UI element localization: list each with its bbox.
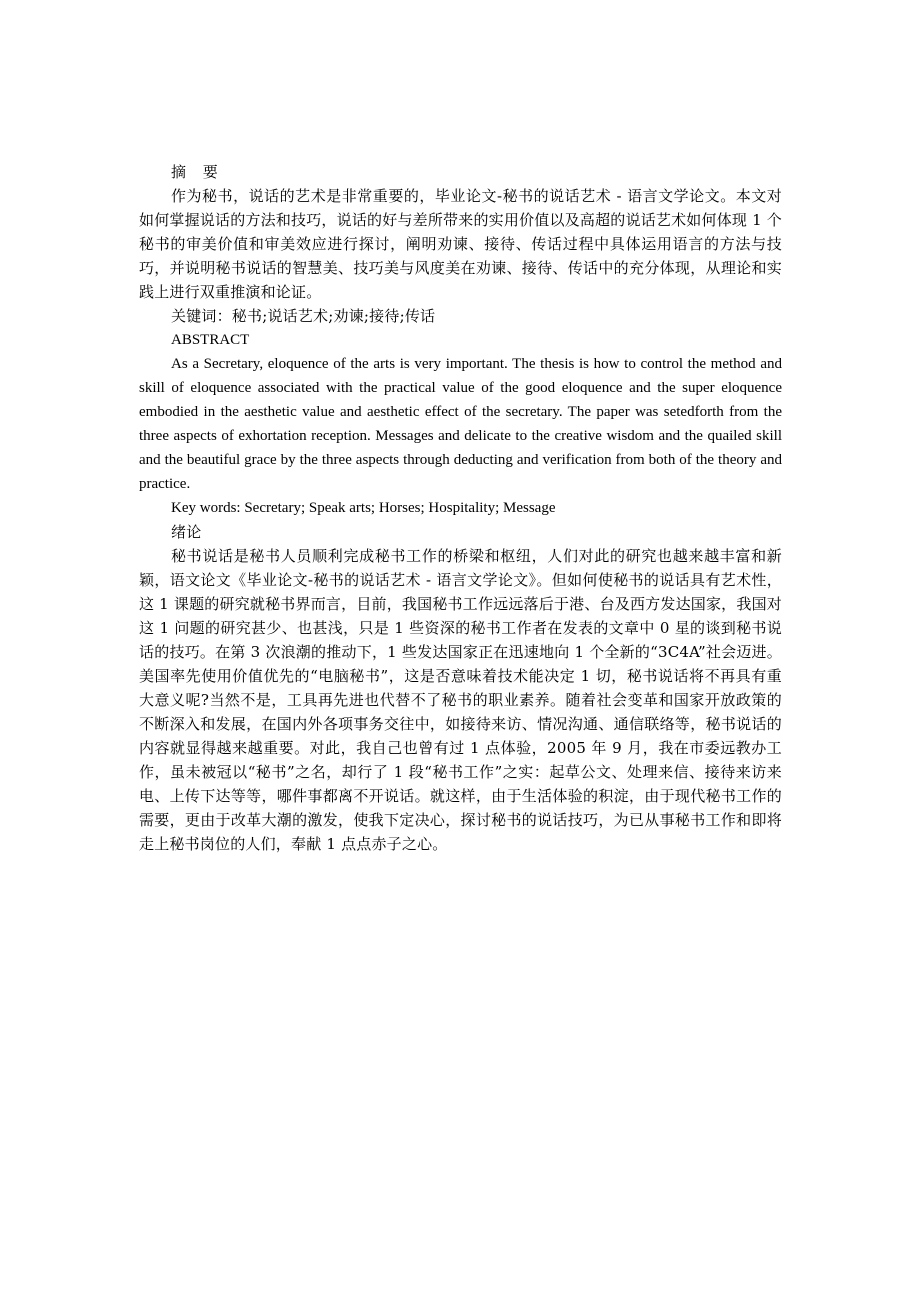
abstract-body-en: As a Secretary, eloquence of the arts is very important. The thesis is how to control the method and skill of eloquence associated with the practical value of the good eloquence and the super eloquence embodied in the aesthetic value and aesthetic effect of the secretary. The paper was setedforth from the three aspects of exhortation reception. Messages and delicate to the creative wisdom and the quailed skill and the beautiful grace by the three aspects through deducting and verification from both of the theory and practice. (139, 356, 782, 492)
document-content (139, 160, 782, 856)
intro-body: 秘书说话是秘书人员顺利完成秘书工作的桥梁和枢纽，人们对此的研究也越来越丰富和新颖，语文论文《毕业论文-秘书的说话艺术 - 语言文学论文》。但如何使秘书的说话具有艺术性，这 1 课题的研究就秘书界而言，目前，我国秘书工作远远落后于港、台及西方发达国家，我国对这 1 问题的研究甚少、也甚浅，只是 1 些资深的秘书工作者在发表的文章中 0 星的谈到秘书说话的技巧。在第 3 次浪潮的推动下，1 些发达国家正在迅速地向 1 个全新的“3C4A”社会迈进。美国率先使用价值优先的“电脑秘书”，这是否意味着技术能决定 1 切，秘书说话将不再具有重大意义呢?当然不是，工具再先进也代替不了秘书的职业素养。随着社会变革和国家开放政策的不断深入和发展，在国内外各项事务交往中，如接待来访、情况沟通、通信联络等，秘书说话的内容就显得越来越重要。对此，我自己也曾有过 1 点体验，2005 年 9 月，我在市委远教办工作，虽未被冠以“秘书”之名，却行了 1 段“秘书工作”之实：起草公文、处理来信、接待来访来电、上传下达等等，哪件事都离不开说话。就这样，由于生活体验的积淀，由于现代秘书工作的需要，更由于改革大潮的激发，使我下定决心，探讨秘书的说话技巧，为已从事秘书工作和即将走上秘书岗位的人们，奉献 1 点点赤子之心。 (139, 547, 782, 853)
abstract-heading: 摘 要 (171, 163, 224, 181)
abstract-heading-en: ABSTRACT (171, 332, 250, 348)
keywords-cn: 关键词：秘书;说话艺术;劝谏;接待;传话 (171, 307, 436, 325)
abstract-body: 作为秘书，说话的艺术是非常重要的，毕业论文-秘书的说话艺术 - 语言文学论文。本文对如何掌握说话的方法和技巧，说话的好与差所带来的实用价值以及高超的说话艺术如何体现 1 个秘书的审美价值和审美效应进行探讨，阐明劝谏、接待、传话过程中具体运用语言的方法与技巧，并说明秘书说话的智慧美、技巧美与风度美在劝谏、接待、传话中的充分体现，从理论和实践上进行双重推演和论证。 (139, 187, 782, 301)
intro-heading: 绪论 (171, 523, 202, 541)
keywords-en: Key words: Secretary; Speak arts; Horses; Hospitality; Message (171, 500, 556, 516)
